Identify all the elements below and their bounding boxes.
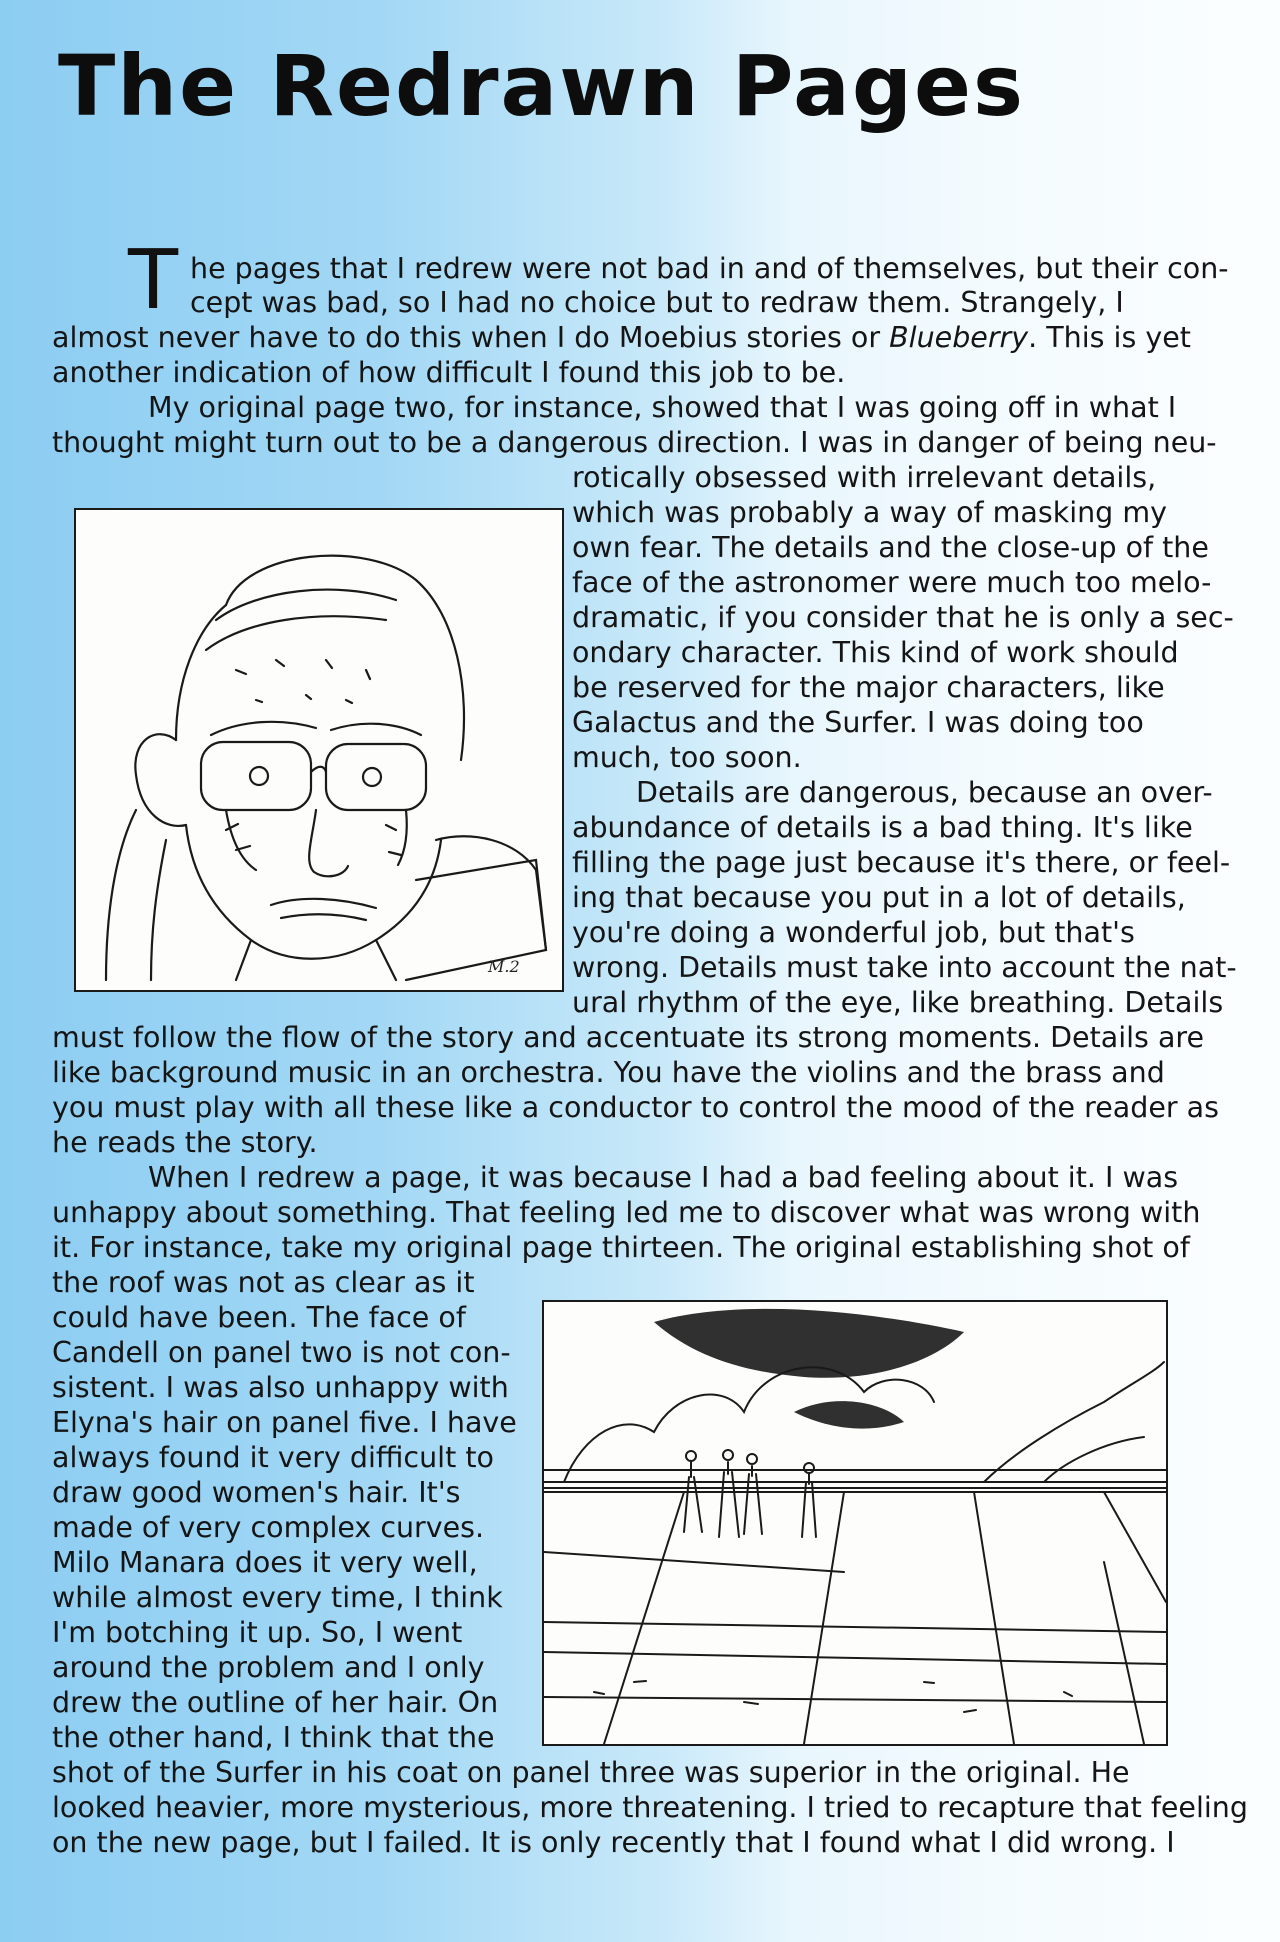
text-line: be reserved for the major characters, like: [572, 671, 1165, 704]
panel-signature: M.2: [488, 957, 520, 976]
page-title: The Redrawn Pages: [58, 37, 1025, 135]
text-line: Elyna's hair on panel five. I have: [52, 1406, 517, 1439]
text-line: on the new page, but I failed. It is only recently that I found what I did wrong. I: [52, 1826, 1175, 1859]
text-line: face of the astronomer were much too melo-: [572, 566, 1212, 599]
text-line: must follow the flow of the story and accentuate its strong moments. Details are: [52, 1021, 1205, 1054]
text-line: drew the outline of her hair. On: [52, 1686, 499, 1719]
text-line: while almost every time, I think: [52, 1581, 503, 1614]
text-line: thought might turn out to be a dangerous direction. I was in danger of being neu-: [52, 426, 1217, 459]
text-line: ural rhythm of the eye, like breathing. Details: [572, 986, 1224, 1019]
text-line: ing that because you put in a lot of details,: [572, 881, 1186, 914]
text-line: which was probably a way of masking my: [572, 496, 1167, 529]
text-line: rotically obsessed with irrelevant details,: [572, 461, 1157, 494]
text-line: around the problem and I only: [52, 1651, 485, 1684]
text-line: When I redrew a page, it was because I had a bad feeling about it. I was: [148, 1161, 1179, 1194]
text-line: dramatic, if you consider that he is only a sec-: [572, 601, 1234, 634]
text-line: he reads the story.: [52, 1126, 318, 1159]
text-line: abundance of details is a bad thing. It's like: [572, 811, 1193, 844]
text-line: cept was bad, so I had no choice but to redraw them. Strangely, I: [190, 286, 1124, 319]
text-line: almost never have to do this when I do Moebius stories or Blueberry. This is yet: [52, 321, 1191, 354]
text-line: unhappy about something. That feeling led me to discover what was wrong with: [52, 1196, 1201, 1229]
text-line: My original page two, for instance, showed that I was going off in what I: [148, 391, 1177, 424]
text-line: Galactus and the Surfer. I was doing too: [572, 706, 1144, 739]
text-line: made of very complex curves.: [52, 1511, 485, 1544]
rooftop-illustration: [542, 1300, 1168, 1746]
text-line: wrong. Details must take into account the nat-: [572, 951, 1237, 984]
text-line: draw good women's hair. It's: [52, 1476, 461, 1509]
text-line: filling the page just because it's there, or feel-: [572, 846, 1231, 879]
text-line: Candell on panel two is not con-: [52, 1336, 511, 1369]
text-line: ondary character. This kind of work should: [572, 636, 1179, 669]
text-line: like background music in an orchestra. You have the violins and the brass and: [52, 1056, 1165, 1089]
text-line: another indication of how difficult I found this job to be.: [52, 356, 846, 389]
text-line: much, too soon.: [572, 741, 802, 774]
text-line: the other hand, I think that the: [52, 1721, 495, 1754]
text-line: sistent. I was also unhappy with: [52, 1371, 509, 1404]
text-line: shot of the Surfer in his coat on panel three was superior in the original. He: [52, 1756, 1130, 1789]
text-line: you must play with all these like a conductor to control the mood of the reader as: [52, 1091, 1219, 1124]
text-line: could have been. The face of: [52, 1301, 466, 1334]
text-line: he pages that I redrew were not bad in and of themselves, but their con-: [190, 252, 1229, 285]
text-line: the roof was not as clear as it: [52, 1266, 475, 1299]
text-line: I'm botching it up. So, I went: [52, 1616, 463, 1649]
drop-cap: T: [128, 233, 179, 328]
astronomer-illustration: [74, 508, 564, 992]
text-line: it. For instance, take my original page thirteen. The original establishing shot of: [52, 1231, 1190, 1264]
text-line: you're doing a wonderful job, but that's: [572, 916, 1135, 949]
text-line: always found it very difficult to: [52, 1441, 494, 1474]
text-line: Milo Manara does it very well,: [52, 1546, 478, 1579]
text-line: own fear. The details and the close-up of the: [572, 531, 1209, 564]
text-line: Details are dangerous, because an over-: [636, 776, 1213, 809]
text-line: looked heavier, more mysterious, more threatening. I tried to recapture that feeling: [52, 1791, 1248, 1824]
